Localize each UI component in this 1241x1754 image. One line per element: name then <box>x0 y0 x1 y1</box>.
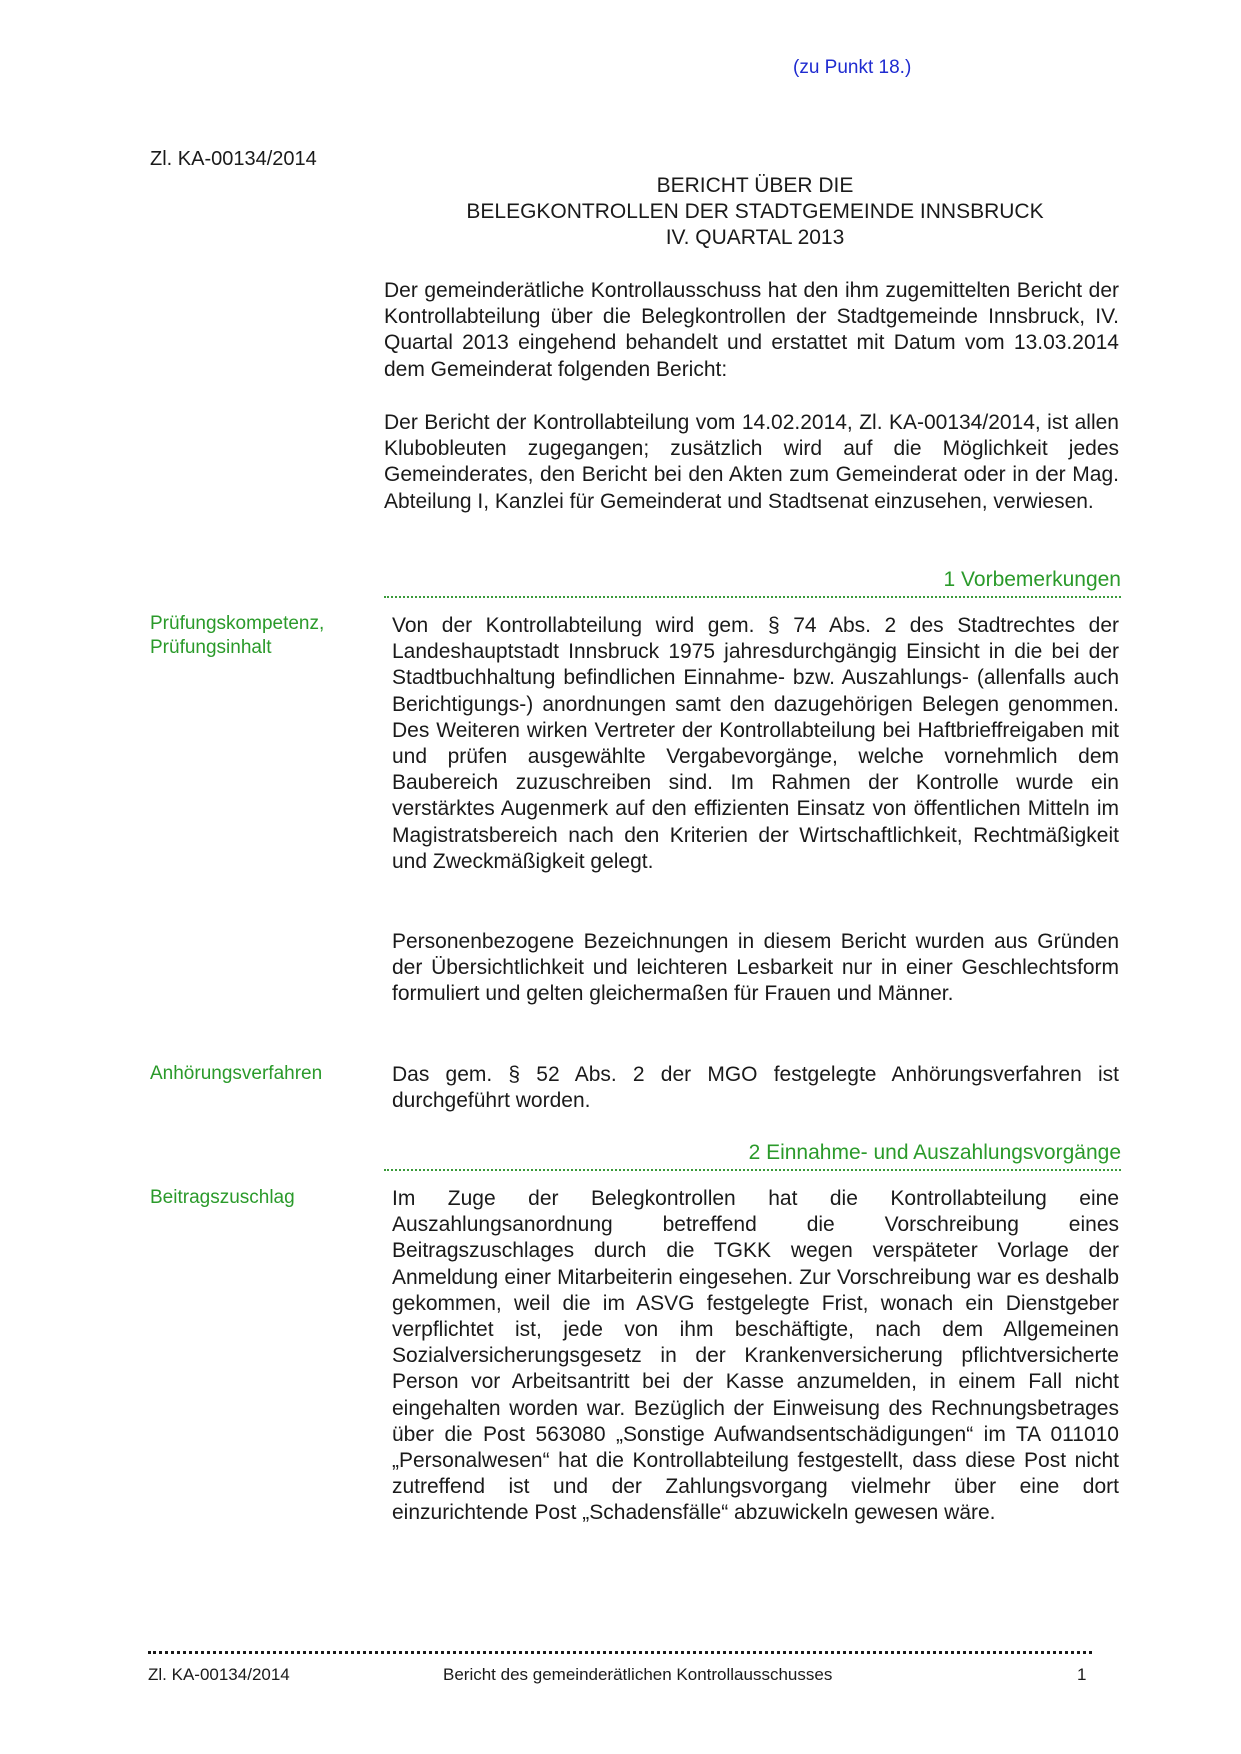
paragraph-pruefungskompetenz: Von der Kontrollabteilung wird gem. § 74 Abs. 2 des Stadtrechtes der Landeshauptstadt Innsbruck 1975 jahresdurchgängig Einsicht in die bei der Stadtbuchhaltung befindlichen Einnahme- bzw. Auszahlungs- (allenfalls auch Berichtigungs-) anordnungen samt den dazugehörigen Belegen genommen. Des Weiteren wirken Vertreter der Kontrollabteilung bei Haftbrieffreigaben mit und prüfen ausgewählte Vergabevorgänge, welche vornehmlich dem Baubereich zuzuschreiben sind. Im Rahmen der Kontrolle wurde ein verstärktes Augenmerk auf den effizienten Einsatz von öffentlichen Mitteln im Magistratsbereich nach den Kriterien der Wirtschaftlichkeit, Rechtmäßigkeit und Zweckmäßigkeit gelegt. <box>392 614 1119 873</box>
footer-reference: Zl. KA-00134/2014 <box>148 1665 290 1684</box>
intro-paragraph-2: Der Bericht der Kontrollabteilung vom 14.02.2014, Zl. KA-00134/2014, ist allen Klubobleuten zugegangen; zusätzlich wird auf die Möglichkeit jedes Gemeinderates, den Bericht bei den Akten zum Gemeinderat oder in der Mag. Abteilung I, Kanzlei für Gemeinderat und Stadtsenat einzusehen, verwiesen. <box>384 411 1119 513</box>
paragraph-anhoerungsverfahren: Das gem. § 52 Abs. 2 der MGO festgelegte Anhörungsverfahren ist durchgeführt worden. <box>392 1063 1119 1113</box>
margin-label-pruefungskompetenz: Prüfungskompetenz, Prüfungsinhalt <box>150 613 325 658</box>
reference-number: Zl. KA-00134/2014 <box>150 148 317 170</box>
margin-label-beitragszuschlag: Beitragszuschlag <box>150 1187 295 1208</box>
intro-paragraph-1: Der gemeinderätliche Kontrollausschuss hat den ihm zugemittelten Bericht der Kontrollabteilung über die Belegkontrollen der Stadtgemeinde Innsbruck, IV. Quartal 2013 eingehend behandelt und erstattet mit Datum vom 13.03.2014 dem Gemeinderat folgenden Bericht: <box>384 279 1119 381</box>
margin-label-anhoerungsverfahren: Anhörungsverfahren <box>150 1063 323 1084</box>
report-title-line-3: IV. QUARTAL 2013 <box>665 226 845 249</box>
page-number: 1 <box>1077 1665 1087 1684</box>
paragraph-personenbezogene-bezeichnungen: Personenbezogene Bezeichnungen in diesem Bericht wurden aus Gründen der Übersichtlichkeit und leichteren Lesbarkeit nur in einer Geschlechtsform formuliert und gelten gleichermaßen für Frauen und Männer. <box>392 930 1119 1006</box>
section-heading-vorbemerkungen: 1 Vorbemerkungen <box>384 568 1121 598</box>
paragraph-beitragszuschlag: Im Zuge der Belegkontrollen hat die Kontrollabteilung eine Auszahlungsanordnung betreffend die Vorschreibung eines Beitragszuschlages durch die TGKK wegen verspäteter Vorlage der Anmeldung einer Mitarbeiterin eingesehen. Zur Vorschreibung war es deshalb gekommen, weil die im ASVG festgelegte Frist, wonach ein Dienstgeber verpflichtet ist, jede von ihm beschäftigte, nach dem Allgemeinen Sozialversicherungsgesetz in der Krankenversicherung pflichtversicherte Person vor Arbeitsantritt bei der Kasse anzumelden, in einem Fall nicht eingehalten worden war. Bezüglich der Einweisung des Rechnungsbetrages über die Post 563080 „Sonstige Aufwandsentschädigungen“ im TA 011010 „Personalwesen“ hat die Kontrollabteilung festgestellt, dass diese Post nicht zutreffend ist und der Zahlungsvorgang vielmehr über eine dort einzurichtende Post „Schadensfälle“ abzuwickeln gewesen wäre. <box>392 1187 1119 1525</box>
report-title <box>386 173 1124 251</box>
footer-divider <box>148 1651 1092 1654</box>
report-title-line-1: BERICHT ÜBER DIE <box>656 174 854 197</box>
report-title-line-2: BELEGKONTROLLEN DER STADTGEMEINDE INNSBRUCK <box>466 200 1044 223</box>
footer-title: Bericht des gemeinderätlichen Kontrollausschusses <box>443 1665 833 1684</box>
section-heading-einnahme-auszahlung: 2 Einnahme- und Auszahlungsvorgänge <box>384 1141 1121 1171</box>
top-note: (zu Punkt 18.) <box>793 57 912 78</box>
